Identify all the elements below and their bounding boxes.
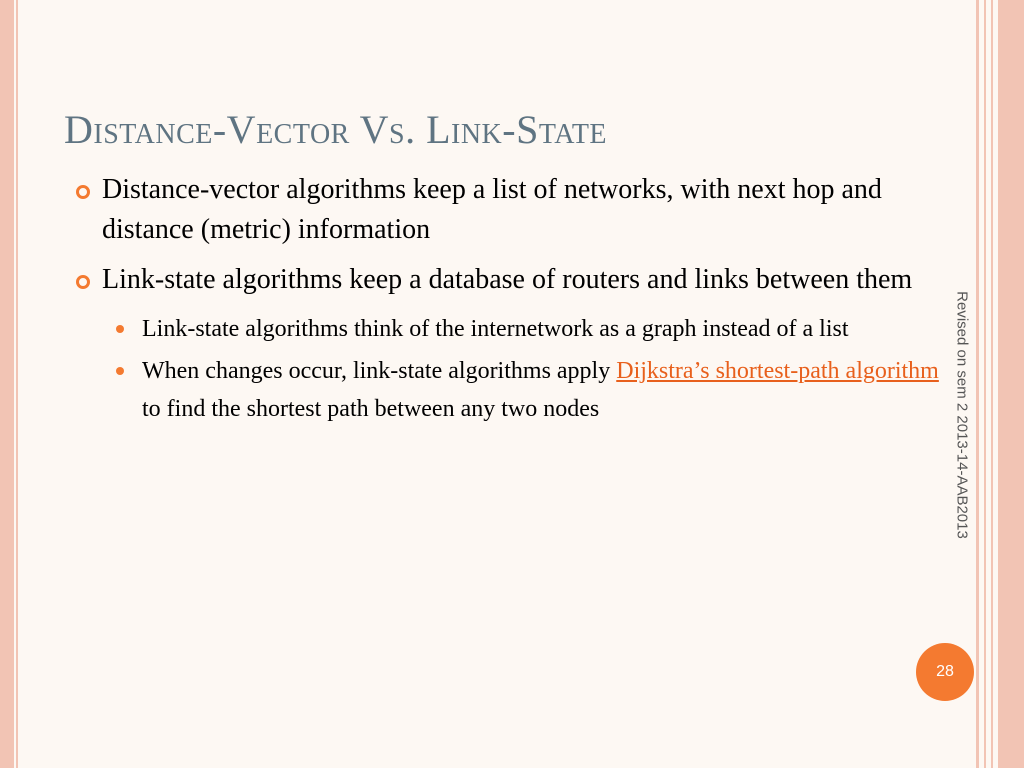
bullet-item (72, 260, 952, 300)
bullet-dot-icon (116, 325, 124, 333)
sub-bullet-item (142, 352, 952, 428)
dijkstra-link[interactable]: Dijkstra’s shortest-path algorithm (616, 358, 939, 384)
left-frame-bar (0, 0, 14, 768)
revision-note: Revised on sem 2 2013-14-AAB2013 (953, 291, 971, 539)
bullet-item (72, 170, 952, 250)
left-frame-line (16, 0, 18, 768)
sub-bullet-text: Link-state algorithms think of the internetwork as a graph instead of a list (142, 316, 849, 342)
page-number-badge (916, 643, 974, 701)
bullet-dot-icon (116, 367, 124, 375)
slide-content (72, 170, 952, 432)
sub-bullet-text-after: to find the shortest path between any two nodes (142, 396, 600, 422)
slide-title: Distance-Vector Vs. Link-State (64, 107, 608, 152)
bullet-ring-icon (76, 275, 90, 289)
bullet-text: Link-state algorithms keep a database of routers and links between them (102, 264, 913, 295)
sub-bullet-item (142, 310, 952, 348)
page-number: 28 (936, 663, 954, 680)
bullet-ring-icon (76, 185, 90, 199)
sub-bullet-text-before: When changes occur, link-state algorithms apply (142, 358, 617, 384)
right-frame-stripes (976, 0, 1024, 768)
bullet-text: Distance-vector algorithms keep a list of networks, with next hop and distance (metric) information (102, 174, 882, 245)
